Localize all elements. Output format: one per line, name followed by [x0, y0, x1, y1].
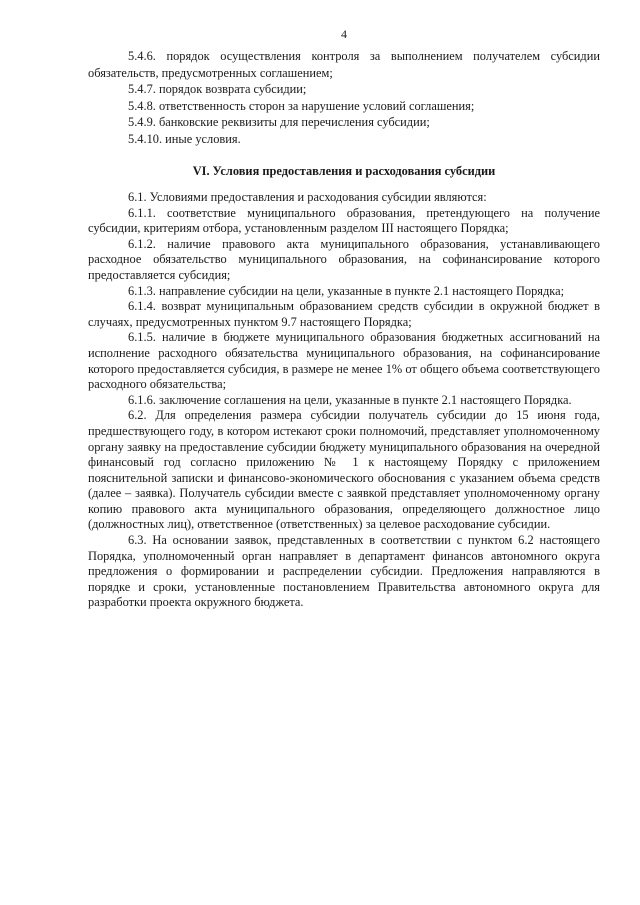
paragraph: 6.1.4. возврат муниципальным образованием средств субсидии в окружной бюджет в случаях, предусмотренных пунктом 9.7 настоящего Порядка; — [88, 299, 600, 329]
list-item: 5.4.10. иные условия. — [128, 131, 241, 146]
paragraph: 6.1.3. направление субсидии на цели, указанные в пункте 2.1 настоящего Порядка; — [128, 283, 565, 298]
page-number: 4 — [341, 27, 347, 41]
paragraph: 6.1.6. заключение соглашения на цели, указанные в пункте 2.1 настоящего Порядка. — [128, 392, 572, 407]
paragraph: 6.3. На основании заявок, представленных в соответствии с пунктом 6.2 настоящего Порядка, уполномоченный орган направляет в департамент финансов автономного округа предложения о формировании и распределении субсидии. Предложения направляются в порядке и сроки, установленные постановлением Правительства автономного округа для разработки проекта окружного бюджета. — [88, 533, 600, 610]
list-item: 5.4.8. ответственность сторон за нарушение условий соглашения; — [128, 98, 475, 113]
document-page — [88, 24, 600, 611]
paragraph: 6.1.5. наличие в бюджете муниципального образования бюджетных ассигнований на исполнение расходного обязательства муниципального образования, на софинансирование которого предоставляется субсидия, в размере не менее 1% от общего объема соответствующего расходного обязательства; — [88, 330, 600, 392]
list-item: 5.4.9. банковские реквизиты для перечисления субсидии; — [128, 115, 430, 129]
section-heading: VI. Условия предоставления и расходования субсидии — [192, 164, 496, 178]
paragraph: 6.1.1. соответствие муниципального образования, претендующего на получение субсидии, критериям отбора, установленным разделом III настоящего Порядка; — [88, 205, 600, 236]
paragraph: 6.1. Условиями предоставления и расходования субсидии являются: — [128, 190, 487, 204]
list-item: 5.4.7. порядок возврата субсидии; — [128, 82, 307, 96]
paragraph: 6.2. Для определения размера субсидии получатель субсидии до 15 июня года, предшествующего году, в котором истекают сроки полномочий, представляет уполномоченному органу заявку на предоставление субсидии бюджету муниципального образования на очередной финансовый год согласно приложению № 1 к настоящему Порядку с приложением пояснительной записки и финансово-экономического обоснования с указанием объема средств (далее – заявка). Получатель субсидии вместе с заявкой представляет уполномоченному органу копию правового акта муниципального образования, определяющего должностное лицо (должностных лиц), ответственное (ответственных) за целевое расходование субсидии. — [88, 408, 600, 532]
list-item: 5.4.6. порядок осуществления контроля за выполнением получателем субсидии обязательств, предусмотренных соглашением; — [88, 49, 600, 80]
section-body — [88, 190, 600, 611]
paragraph: 6.1.2. наличие правового акта муниципального образования, устанавливающего расходное обязательство муниципального образования, на софинансирование которого предоставляется субсидия; — [88, 236, 600, 282]
list-section — [88, 48, 600, 147]
